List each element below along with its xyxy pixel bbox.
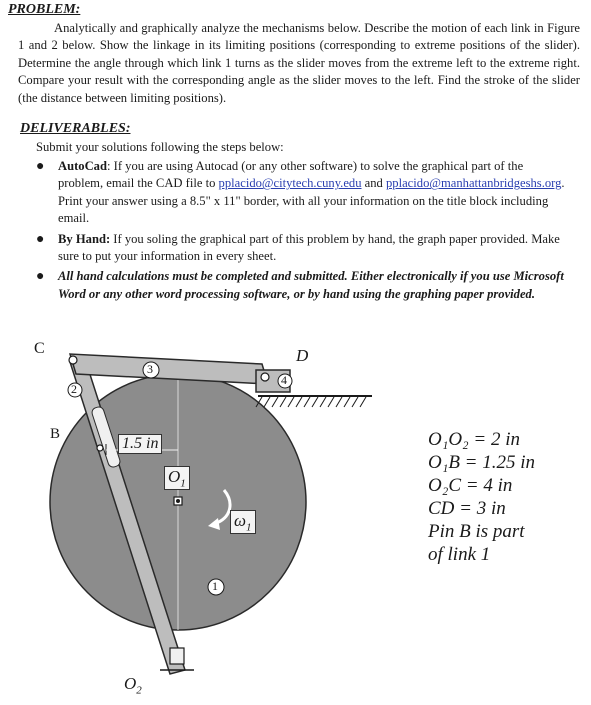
omega-label-box xyxy=(230,510,256,534)
link-3-number: 3 xyxy=(147,362,153,376)
deliverables-heading: DELIVERABLES: xyxy=(20,121,131,136)
pivot-o1-center xyxy=(176,499,180,503)
label-o2: O xyxy=(124,674,137,693)
by-hand-label: By Hand: xyxy=(58,231,111,246)
pin-c xyxy=(69,356,77,364)
omega-sub: 1 xyxy=(246,521,252,534)
email-link-manhattan[interactable]: pplacido@manhattanbridgeshs.org xyxy=(386,176,562,191)
by-hand-text: If you soling the graphical part of this problem by hand, the graph paper provided. Make sure to put your information in every sheet. xyxy=(58,231,560,264)
pivot-o2 xyxy=(170,648,184,664)
label-c: C xyxy=(34,340,45,357)
bullet-icon: ● xyxy=(36,159,45,174)
given-line-2: O₁B = 1.25 in xyxy=(428,452,536,473)
label-b: B xyxy=(50,426,61,442)
list-item-note xyxy=(30,268,570,303)
deliverables-intro: Submit your solutions following the steps below: xyxy=(36,140,284,154)
label-o1: O xyxy=(168,467,181,486)
hand-calculations-note: All hand calculations must be completed and submitted. Either electronically if you use Microsoft Word or any other word processing software, or by hand using the graphing paper provided. xyxy=(58,269,564,301)
given-line-6: of link 1 xyxy=(428,544,491,565)
link-2-number: 2 xyxy=(71,382,77,396)
list-item-autocad xyxy=(30,158,570,228)
list-item-by-hand xyxy=(30,231,570,266)
label-o1-sub: 1 xyxy=(180,477,186,490)
label-o2-box xyxy=(124,674,142,696)
link-3-bar xyxy=(70,354,268,384)
ground-hatching xyxy=(256,397,366,407)
problem-heading: PROBLEM: xyxy=(8,2,81,17)
label-d: D xyxy=(296,346,309,365)
autocad-and: and xyxy=(361,176,386,191)
given-line-3: O₂C = 4 in xyxy=(428,475,513,496)
bullet-icon: ● xyxy=(36,269,45,285)
deliverables-list xyxy=(30,158,570,306)
autocad-text-1: : If you are using Autocad (or any other software) to solve the graphical part of the problem, email the CAD file to xyxy=(58,159,524,191)
autocad-label: AutoCad xyxy=(58,159,107,173)
link-4-number: 4 xyxy=(281,373,287,387)
label-o2-sub: 2 xyxy=(136,684,142,697)
given-line-4: CD = 3 in xyxy=(428,498,506,519)
bullet-icon: ● xyxy=(36,231,45,247)
given-line-5: Pin B is part xyxy=(428,521,525,542)
pin-b xyxy=(97,445,103,451)
label-o1-box xyxy=(164,466,190,490)
link-1-number: 1 xyxy=(212,579,218,593)
pin-d xyxy=(261,373,269,381)
omega-label: ω xyxy=(234,511,247,530)
dimension-label: 1.5 in xyxy=(118,434,162,454)
given-line-1: O₁O₂ = 2 in xyxy=(428,429,521,450)
autocad-text-2: . Print your answer using a 8.5" x 11" border, with all your information on the title block including email. xyxy=(58,176,565,226)
problem-text: Analytically and graphically analyze the mechanisms below. Describe the motion of each link in Figure 1 and 2 below. Show the linkage in its limiting positions (corresponding to extreme positions of the slider). Determine the angle through which link 1 turns as the slider moves from the extreme left to the extreme right. Compare your result with the corresponding angle as the slider moves to the left. Find the stroke of the slider (the distance between limiting positions). xyxy=(18,21,580,105)
email-link-citytech[interactable]: pplacido@citytech.cuny.edu xyxy=(218,176,362,191)
